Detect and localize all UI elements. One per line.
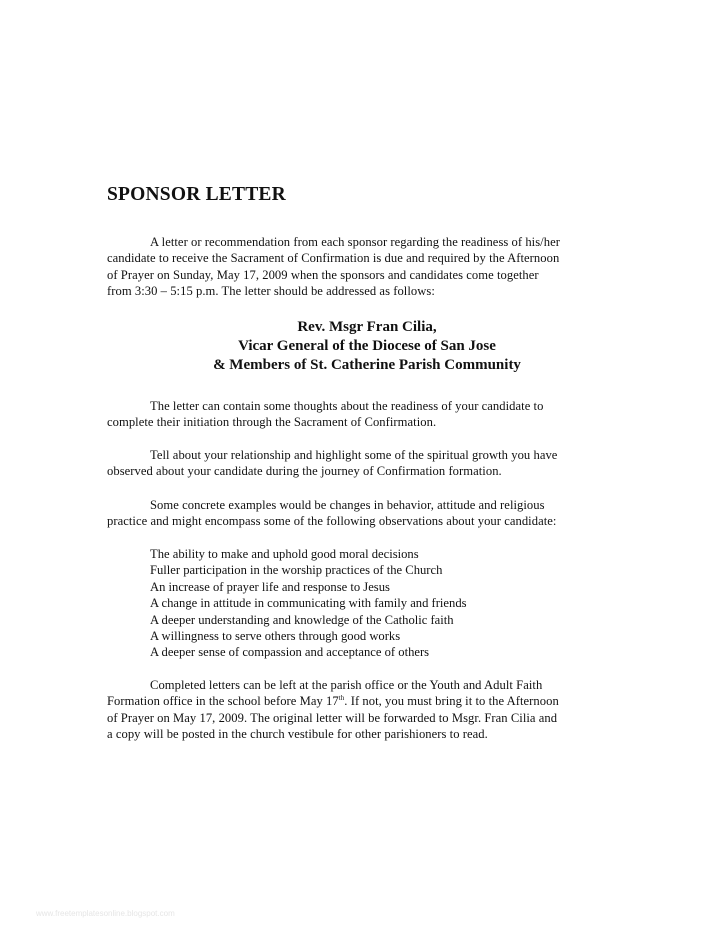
intro-line: A letter or recommendation from each sponsor regarding the readiness of his/her <box>150 235 560 249</box>
paragraph-line: of Prayer on May 17, 2009. The original letter will be forwarded to Msgr. Fran Cilia and <box>107 710 558 725</box>
document-title: SPONSOR LETTER <box>107 184 286 205</box>
list-item: An increase of prayer life and response to Jesus <box>150 579 390 594</box>
list-item: A deeper understanding and knowledge of the Catholic faith <box>150 612 454 627</box>
paragraph-line: Completed letters can be left at the parish office or the Youth and Adult Faith <box>150 678 543 692</box>
intro-line: candidate to receive the Sacrament of Confirmation is due and required by the Afternoon <box>107 251 560 266</box>
paragraph-line: a copy will be posted in the church vestibule for other parishioners to read. <box>107 726 488 741</box>
paragraph-line: Some concrete examples would be changes in behavior, attitude and religious <box>150 498 545 512</box>
intro-line: of Prayer on Sunday, May 17, 2009 when the sponsors and candidates come together <box>107 267 539 282</box>
ordinal-suffix: th <box>338 694 345 703</box>
list-item: A change in attitude in communicating with family and friends <box>150 596 467 611</box>
addressee-line: Vicar General of the Diocese of San Jose <box>238 338 496 354</box>
intro-paragraph <box>107 234 627 299</box>
watermark: www.freetemplatesonline.blogspot.com <box>36 909 175 918</box>
contents-paragraph <box>107 398 627 431</box>
examples-paragraph <box>107 497 627 530</box>
list-item: A willingness to serve others through good works <box>150 629 401 644</box>
list-item: Fuller participation in the worship practices of the Church <box>150 563 443 578</box>
addressee-line: Rev. Msgr Fran Cilia, <box>297 319 437 335</box>
paragraph-line <box>107 693 627 709</box>
paragraph-line: complete their initiation through the Sacrament of Confirmation. <box>107 415 437 430</box>
paragraph-line: practice and might encompass some of the following observations about your candidate: <box>107 514 557 529</box>
intro-line: from 3:30 – 5:15 p.m. The letter should be addressed as follows: <box>107 283 435 298</box>
paragraph-line: observed about your candidate during the journey of Confirmation formation. <box>107 464 502 479</box>
list-item: The ability to make and uphold good moral decisions <box>150 547 419 561</box>
addressee-line: & Members of St. Catherine Parish Community <box>213 357 521 373</box>
observations-list <box>150 546 467 661</box>
closing-text: Formation office in the school before May 17 <box>107 694 339 709</box>
relationship-paragraph <box>107 447 627 480</box>
paragraph-line: Tell about your relationship and highlight some of the spiritual growth you have <box>150 448 558 462</box>
list-item: A deeper sense of compassion and acceptance of others <box>150 645 430 660</box>
paragraph-line: The letter can contain some thoughts about the readiness of your candidate to <box>150 399 544 413</box>
closing-paragraph <box>107 677 627 742</box>
closing-text: . If not, you must bring it to the Afternoon <box>344 694 559 709</box>
addressee-block <box>107 318 627 375</box>
